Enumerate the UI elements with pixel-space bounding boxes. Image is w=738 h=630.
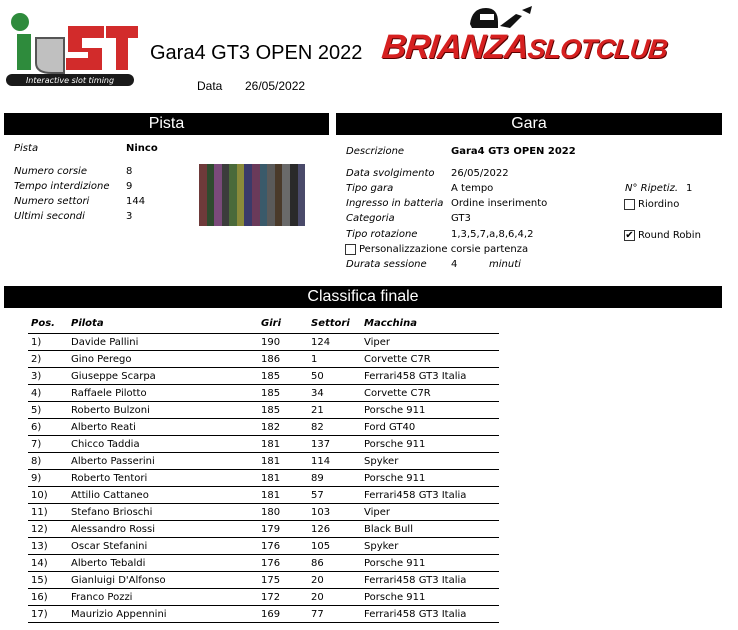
cell-settori: 57 xyxy=(311,487,364,504)
track-lanes-image xyxy=(199,164,305,226)
cell-macchina: Viper xyxy=(364,334,499,351)
cell-pilota: Attilio Cattaneo xyxy=(71,487,261,504)
cell-pos: 4) xyxy=(28,385,71,402)
brand-part1: BRIANZA xyxy=(380,28,531,66)
date-label: Data xyxy=(197,79,223,93)
date-value: 26/05/2022 xyxy=(245,79,306,93)
data-svolgimento-label: Data svolgimento xyxy=(346,168,435,179)
cell-settori: 89 xyxy=(311,470,364,487)
personalizzazione-label: Personalizzazione corsie partenza xyxy=(359,244,529,255)
cell-giri: 176 xyxy=(261,555,311,572)
cell-settori: 34 xyxy=(311,385,364,402)
riordino-label: Riordino xyxy=(638,199,680,210)
cell-giri: 186 xyxy=(261,351,311,368)
cell-macchina: Corvette C7R xyxy=(364,385,499,402)
cell-settori: 20 xyxy=(311,572,364,589)
cell-pos: 13) xyxy=(28,538,71,555)
cell-pos: 12) xyxy=(28,521,71,538)
cell-macchina: Ferrari458 GT3 Italia xyxy=(364,572,499,589)
tipo-rotazione-value: 1,3,5,7,a,8,6,4,2 xyxy=(451,229,534,240)
cell-pos: 3) xyxy=(28,368,71,385)
col-settori: Settori xyxy=(311,313,364,334)
cell-settori: 20 xyxy=(311,589,364,606)
table-row xyxy=(28,504,499,521)
brianza-slot-club-logo xyxy=(380,28,669,67)
tipo-rotazione-label: Tipo rotazione xyxy=(346,229,418,240)
results-table xyxy=(28,313,499,623)
lane-stripe xyxy=(244,164,252,226)
logo-tagline: Interactive slot timing xyxy=(25,76,115,85)
numero-settori-value: 144 xyxy=(126,196,146,207)
cell-giri: 181 xyxy=(261,436,311,453)
cell-pos: 9) xyxy=(28,470,71,487)
lane-stripe xyxy=(298,164,306,226)
col-macchina: Macchina xyxy=(364,313,499,334)
cell-settori: 77 xyxy=(311,606,364,623)
tipo-gara-label: Tipo gara xyxy=(346,183,394,194)
lane-stripe xyxy=(237,164,245,226)
gara-section-header: Gara xyxy=(336,113,722,135)
cell-macchina: Porsche 911 xyxy=(364,402,499,419)
cell-settori: 21 xyxy=(311,402,364,419)
tempo-interdizione-value: 9 xyxy=(126,181,133,192)
cell-giri: 181 xyxy=(261,453,311,470)
cell-pilota: Raffaele Pilotto xyxy=(71,385,261,402)
cell-pilota: Roberto Bulzoni xyxy=(71,402,261,419)
cell-giri: 181 xyxy=(261,470,311,487)
cell-giri: 185 xyxy=(261,402,311,419)
table-row xyxy=(28,402,499,419)
cell-pilota: Roberto Tentori xyxy=(71,470,261,487)
cell-giri: 185 xyxy=(261,385,311,402)
pista-value: Ninco xyxy=(126,143,158,154)
cell-pos: 14) xyxy=(28,555,71,572)
cell-giri: 182 xyxy=(261,419,311,436)
cell-pos: 5) xyxy=(28,402,71,419)
cell-macchina: Porsche 911 xyxy=(364,555,499,572)
pista-label: Pista xyxy=(14,143,39,154)
durata-sessione-value: 4 xyxy=(451,259,458,270)
cell-settori: 137 xyxy=(311,436,364,453)
cell-pilota: Giuseppe Scarpa xyxy=(71,368,261,385)
table-row xyxy=(28,419,499,436)
cell-giri: 172 xyxy=(261,589,311,606)
lane-stripe xyxy=(207,164,215,226)
table-row xyxy=(28,436,499,453)
cell-settori: 105 xyxy=(311,538,364,555)
cell-settori: 124 xyxy=(311,334,364,351)
table-row xyxy=(28,368,499,385)
cell-pos: 10) xyxy=(28,487,71,504)
cell-macchina: Porsche 911 xyxy=(364,470,499,487)
lane-stripe xyxy=(252,164,260,226)
descrizione-label: Descrizione xyxy=(346,146,405,157)
cell-macchina: Ferrari458 GT3 Italia xyxy=(364,368,499,385)
cell-pilota: Alberto Reati xyxy=(71,419,261,436)
ingresso-batteria-label: Ingresso in batteria xyxy=(346,198,444,209)
cell-pilota: Alberto Tebaldi xyxy=(71,555,261,572)
table-row xyxy=(28,538,499,555)
cell-pos: 16) xyxy=(28,589,71,606)
cell-giri: 181 xyxy=(261,487,311,504)
lane-stripe xyxy=(275,164,283,226)
cell-pos: 6) xyxy=(28,419,71,436)
table-row xyxy=(28,606,499,623)
cell-pos: 2) xyxy=(28,351,71,368)
cell-pilota: Chicco Taddia xyxy=(71,436,261,453)
col-giri: Giri xyxy=(261,313,311,334)
ripetizioni-label: N° Ripetiz. xyxy=(625,183,679,194)
cell-pos: 17) xyxy=(28,606,71,623)
classifica-section-header: Classifica finale xyxy=(4,286,722,308)
cell-settori: 126 xyxy=(311,521,364,538)
cell-macchina: Ferrari458 GT3 Italia xyxy=(364,606,499,623)
cell-settori: 86 xyxy=(311,555,364,572)
cell-pilota: Alessandro Rossi xyxy=(71,521,261,538)
riordino-checkbox[interactable] xyxy=(624,199,635,210)
table-row xyxy=(28,487,499,504)
cell-pos: 15) xyxy=(28,572,71,589)
cell-pos: 8) xyxy=(28,453,71,470)
round-robin-label: Round Robin xyxy=(638,230,701,241)
tempo-interdizione-label: Tempo interdizione xyxy=(14,181,110,192)
cell-settori: 50 xyxy=(311,368,364,385)
results-header-row xyxy=(28,313,499,334)
lane-stripe xyxy=(290,164,298,226)
pista-section-header: Pista xyxy=(4,113,329,135)
table-row xyxy=(28,572,499,589)
cell-pilota: Maurizio Appennini xyxy=(71,606,261,623)
ingresso-batteria-value: Ordine inserimento xyxy=(451,198,548,209)
numero-settori-label: Numero settori xyxy=(14,196,90,207)
cell-macchina: Black Bull xyxy=(364,521,499,538)
ultimi-secondi-value: 3 xyxy=(126,211,133,222)
table-row xyxy=(28,589,499,606)
cell-settori: 114 xyxy=(311,453,364,470)
cell-pilota: Oscar Stefanini xyxy=(71,538,261,555)
cell-settori: 82 xyxy=(311,419,364,436)
durata-sessione-label: Durata sessione xyxy=(346,259,427,270)
numero-corsie-label: Numero corsie xyxy=(14,166,87,177)
cell-pilota: Gianluigi D'Alfonso xyxy=(71,572,261,589)
cell-settori: 103 xyxy=(311,504,364,521)
personalizzazione-checkbox[interactable] xyxy=(345,244,356,255)
cell-macchina: Corvette C7R xyxy=(364,351,499,368)
descrizione-value: Gara4 GT3 OPEN 2022 xyxy=(451,146,576,157)
lane-stripe xyxy=(222,164,230,226)
lane-stripe xyxy=(199,164,207,226)
cell-giri: 175 xyxy=(261,572,311,589)
ultimi-secondi-label: Ultimi secondi xyxy=(14,211,85,222)
lane-stripe xyxy=(214,164,222,226)
table-row xyxy=(28,521,499,538)
categoria-value: GT3 xyxy=(451,213,471,224)
cell-pilota: Gino Perego xyxy=(71,351,261,368)
cell-pos: 11) xyxy=(28,504,71,521)
cell-macchina: Porsche 911 xyxy=(364,589,499,606)
cell-macchina: Ford GT40 xyxy=(364,419,499,436)
cell-macchina: Spyker xyxy=(364,453,499,470)
cell-pos: 1) xyxy=(28,334,71,351)
table-row xyxy=(28,470,499,487)
cell-giri: 169 xyxy=(261,606,311,623)
table-row xyxy=(28,385,499,402)
lane-stripe xyxy=(267,164,275,226)
cell-pilota: Davide Pallini xyxy=(71,334,261,351)
race-title: Gara4 GT3 OPEN 2022 xyxy=(150,42,363,64)
table-row xyxy=(28,351,499,368)
tipo-gara-value: A tempo xyxy=(451,183,494,194)
data-svolgimento-value: 26/05/2022 xyxy=(451,168,509,179)
cell-giri: 180 xyxy=(261,504,311,521)
cell-macchina: Porsche 911 xyxy=(364,436,499,453)
cell-giri: 185 xyxy=(261,368,311,385)
cell-pilota: Franco Pozzi xyxy=(71,589,261,606)
brand-part2: SLOTCLUB xyxy=(526,34,669,64)
col-pos: Pos. xyxy=(28,313,71,334)
cell-giri: 176 xyxy=(261,538,311,555)
cell-pos: 7) xyxy=(28,436,71,453)
durata-sessione-unit: minuti xyxy=(489,259,521,270)
cell-giri: 190 xyxy=(261,334,311,351)
lane-stripe xyxy=(229,164,237,226)
ripetizioni-value: 1 xyxy=(686,183,693,194)
cell-giri: 179 xyxy=(261,521,311,538)
lane-stripe xyxy=(260,164,268,226)
islot-timing-logo xyxy=(6,8,140,88)
cell-pilota: Alberto Passerini xyxy=(71,453,261,470)
round-robin-checkbox[interactable]: ✔ xyxy=(625,230,634,241)
cell-macchina: Spyker xyxy=(364,538,499,555)
categoria-label: Categoria xyxy=(346,213,395,224)
numero-corsie-value: 8 xyxy=(126,166,133,177)
cell-macchina: Ferrari458 GT3 Italia xyxy=(364,487,499,504)
cell-macchina: Viper xyxy=(364,504,499,521)
col-pilota: Pilota xyxy=(71,313,261,334)
table-row xyxy=(28,453,499,470)
table-row xyxy=(28,334,499,351)
table-row xyxy=(28,555,499,572)
cell-settori: 1 xyxy=(311,351,364,368)
cell-pilota: Stefano Brioschi xyxy=(71,504,261,521)
lane-stripe xyxy=(282,164,290,226)
